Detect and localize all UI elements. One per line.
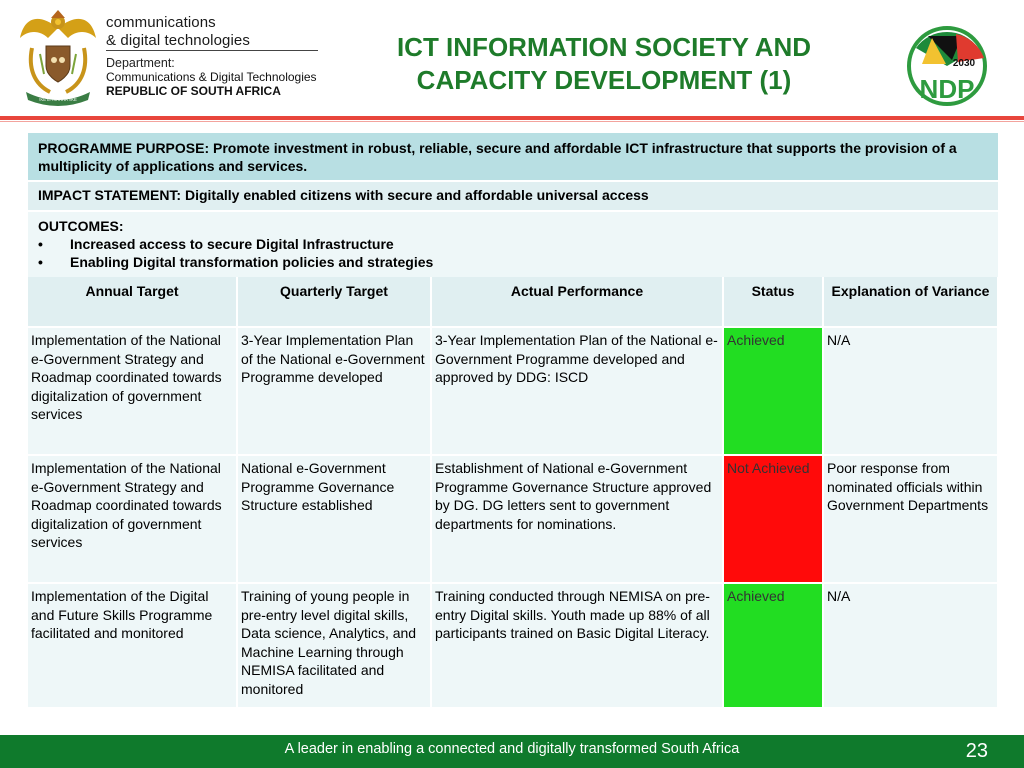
- quarterly-target-cell: 3-Year Implementation Plan of the National e-Government Programme developed: [237, 327, 431, 455]
- status-badge: Not Achieved: [723, 455, 823, 583]
- quarterly-target-cell: Training of young people in pre-entry level digital skills, Data science, Analytics, and Machine Learning through NEMISA facilitated and monitored: [237, 583, 431, 708]
- dept-name: Communications & Digital Technologies: [106, 70, 317, 84]
- col-header-annual-target: Annual Target: [28, 277, 237, 327]
- ndp-text: NDP: [919, 74, 975, 104]
- performance-table: [28, 277, 999, 709]
- status-badge: Achieved: [723, 583, 823, 708]
- table-row: [28, 455, 998, 583]
- variance-cell: N/A: [823, 327, 998, 455]
- annual-target-cell: Implementation of the National e-Government Strategy and Roadmap coordinated towards digitalization of government services: [28, 327, 237, 455]
- table-row: [28, 583, 998, 708]
- footer-slogan: A leader in enabling a connected and digitally transformed South Africa: [284, 741, 740, 757]
- header-rule-thin: [0, 121, 1024, 122]
- outcomes-block: [28, 212, 998, 277]
- department-wordmark: [106, 14, 320, 50]
- slide-header: [0, 0, 1024, 116]
- outcome-item: [38, 253, 988, 271]
- department-details: [106, 56, 366, 98]
- table-header-row: [28, 277, 998, 327]
- slide-content: [28, 133, 998, 709]
- table-row: [28, 327, 998, 455]
- annual-target-cell: Implementation of the National e-Government Strategy and Roadmap coordinated towards digitalization of government services: [28, 455, 237, 583]
- bullet-icon: •: [38, 236, 43, 252]
- page-number: 23: [965, 740, 988, 762]
- actual-performance-cell: Establishment of National e-Government Programme Governance Structure approved by DG. DG letters sent to government departments for nominations.: [431, 455, 723, 583]
- outcome-item: [38, 235, 988, 253]
- coat-motto: !KE E: /XARRA //KE: [39, 97, 77, 102]
- slide-title-line-2: CAPACITY DEVELOPMENT (1): [416, 65, 792, 95]
- dept-country: REPUBLIC OF SOUTH AFRICA: [106, 84, 281, 98]
- coat-of-arms-icon: [18, 8, 98, 106]
- ndp-2030-logo-icon: [902, 26, 992, 108]
- actual-performance-cell: Training conducted through NEMISA on pre-entry Digital skills. Youth made up 88% of all participants trained on Basic Digital Literacy.: [431, 583, 723, 708]
- slide-title-line-1: ICT INFORMATION SOCIETY AND: [396, 32, 812, 62]
- header-rule: [0, 116, 1024, 120]
- outcome-text: Enabling Digital transformation policies and strategies: [70, 254, 434, 270]
- variance-cell: N/A: [823, 583, 998, 708]
- variance-cell: Poor response from nominated officials within Government Departments: [823, 455, 998, 583]
- slide-footer: [0, 735, 1024, 768]
- col-header-explanation: Explanation of Variance: [823, 277, 998, 327]
- actual-performance-cell: 3-Year Implementation Plan of the National e-Government Programme developed and approved by DDG: ISCD: [431, 327, 723, 455]
- programme-purpose: PROGRAMME PURPOSE: Promote investment in robust, reliable, secure and affordable ICT infrastructure that supports the provision of a multiplicity of applications and services.: [28, 133, 998, 182]
- outcomes-heading: OUTCOMES:: [38, 218, 124, 234]
- dept-line-1: communications: [106, 14, 216, 31]
- dept-label: Department:: [106, 56, 175, 70]
- outcome-text: Increased access to secure Digital Infrastructure: [70, 236, 394, 252]
- slide-title: [360, 31, 848, 97]
- col-header-actual-performance: Actual Performance: [431, 277, 723, 327]
- dept-divider: [106, 50, 318, 51]
- annual-target-cell: Implementation of the Digital and Future Skills Programme facilitated and monitored: [28, 583, 237, 708]
- ndp-year: 2030: [952, 58, 976, 69]
- quarterly-target-cell: National e-Government Programme Governance Structure established: [237, 455, 431, 583]
- impact-statement: IMPACT STATEMENT: Digitally enabled citizens with secure and affordable universal access: [28, 182, 998, 212]
- status-badge: Achieved: [723, 327, 823, 455]
- col-header-quarterly-target: Quarterly Target: [237, 277, 431, 327]
- dept-line-2: & digital technologies: [106, 32, 250, 49]
- col-header-status: Status: [723, 277, 823, 327]
- bullet-icon: •: [38, 254, 43, 270]
